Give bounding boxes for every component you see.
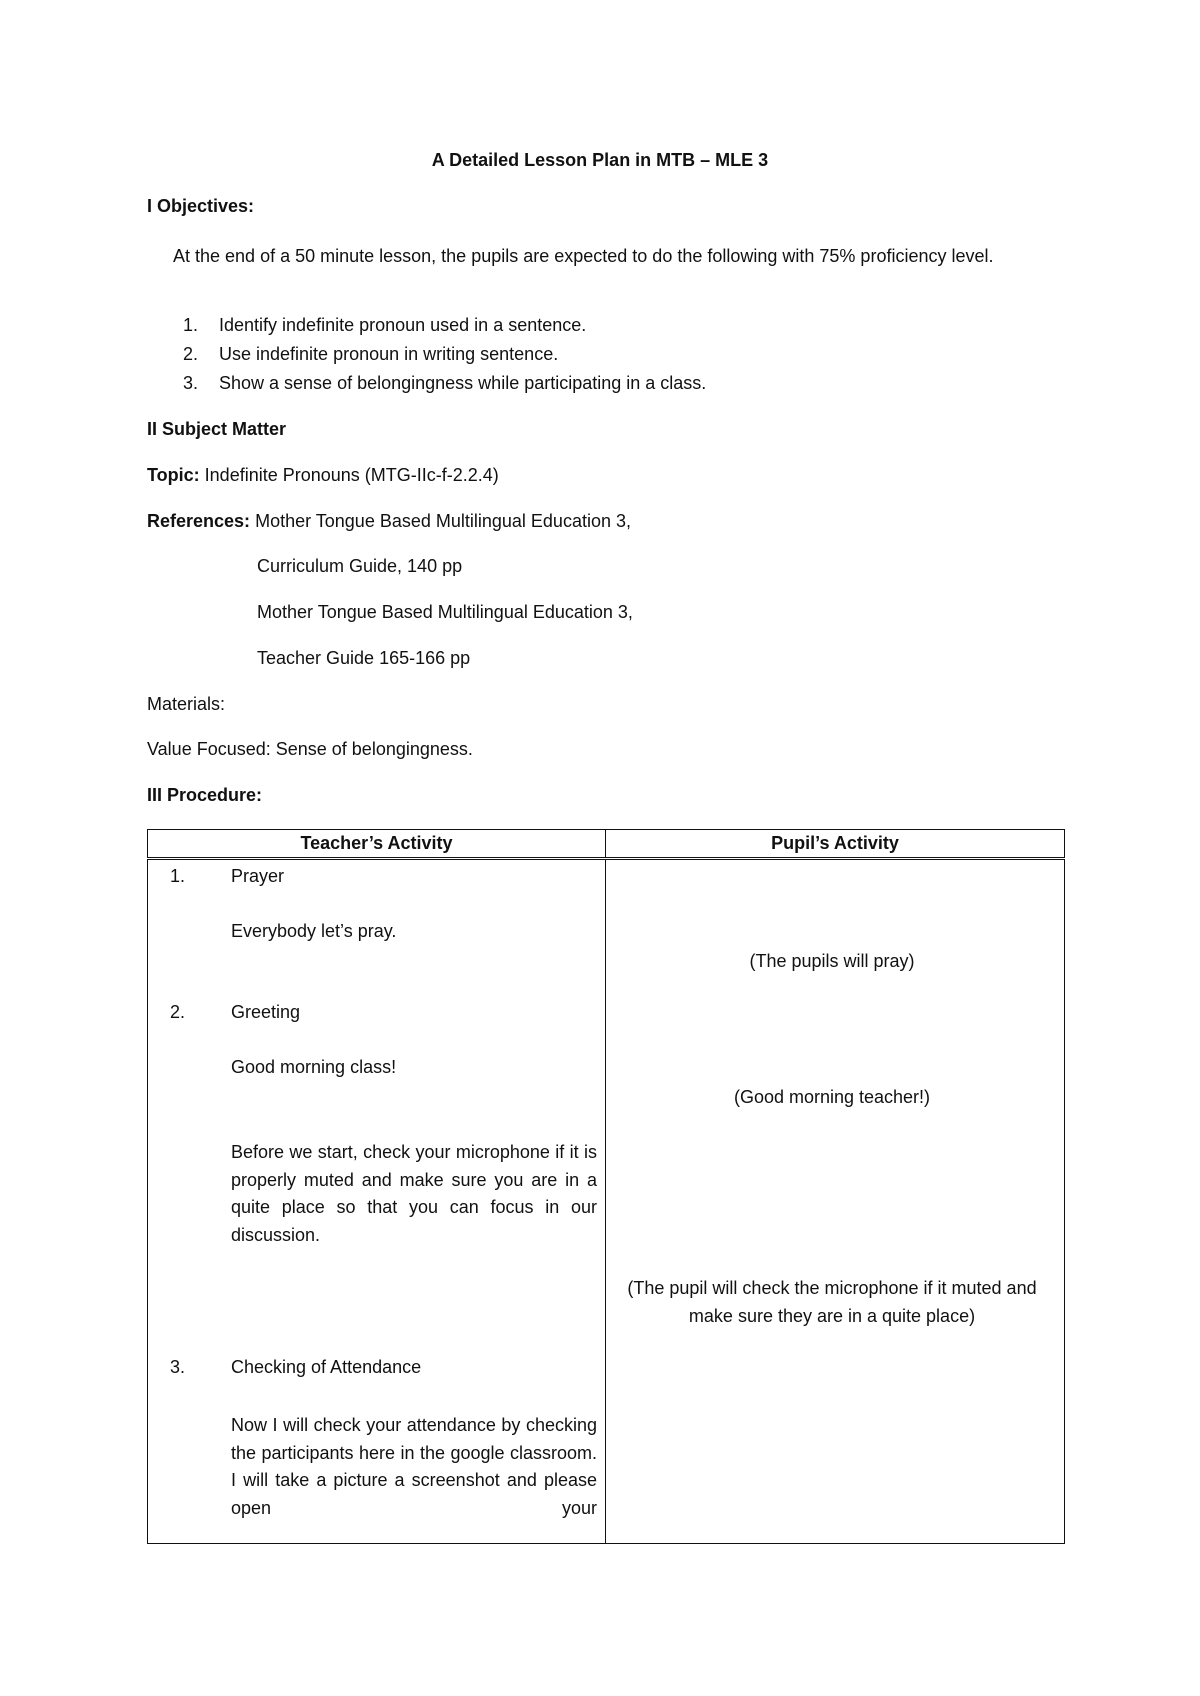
objective-number: 3. — [182, 373, 198, 393]
step-text: Before we start, check your microphone if it is properly muted and make sure you are in a quite place so that you can focus in our discussion. — [231, 1142, 597, 1245]
teacher-activity-header: Teacher’s Activity — [148, 830, 606, 859]
step-title: Checking of Attendance — [231, 1357, 422, 1377]
materials-label: Materials: — [147, 694, 226, 714]
topic-line — [147, 465, 499, 486]
step-number: 3. — [169, 1357, 185, 1377]
reference-item: Mother Tongue Based Multilingual Education 3, — [257, 602, 633, 622]
references-label: References: — [147, 511, 251, 531]
objective-number: 2. — [182, 344, 198, 364]
topic-label: Topic: — [147, 465, 200, 485]
step-title: Prayer — [231, 866, 285, 886]
step-text: Everybody let’s pray. — [231, 921, 397, 941]
objective-item: Use indefinite pronoun in writing sentence. — [219, 344, 559, 364]
step-text: Good morning class! — [231, 1057, 397, 1077]
objective-item: Show a sense of belongingness while participating in a class. — [219, 373, 707, 393]
table-body-row — [148, 859, 1065, 1544]
teacher-activity-cell — [148, 859, 606, 1544]
document-title: A Detailed Lesson Plan in MTB – MLE 3 — [431, 150, 769, 170]
step-number: 1. — [169, 866, 185, 886]
objective-item: Identify indefinite pronoun used in a sentence. — [219, 315, 587, 335]
reference-item: Teacher Guide 165-166 pp — [257, 648, 471, 668]
table-header-row — [148, 830, 1065, 859]
objectives-heading: I Objectives: — [147, 196, 255, 216]
pupil-activity-header: Pupil’s Activity — [606, 830, 1065, 859]
objective-number: 1. — [182, 315, 198, 335]
value-focused: Value Focused: Sense of belongingness. — [147, 739, 473, 759]
procedure-table — [147, 829, 1065, 1544]
step-title: Greeting — [231, 1002, 301, 1022]
reference-item: Mother Tongue Based Multilingual Education 3, — [255, 511, 631, 531]
procedure-heading: III Procedure: — [147, 785, 263, 805]
step-number: 2. — [169, 1002, 185, 1022]
pupil-response: (The pupils will pray) — [749, 951, 915, 971]
reference-item: Curriculum Guide, 140 pp — [257, 556, 463, 576]
objectives-intro: At the end of a 50 minute lesson, the pupils are expected to do the following with 75% proficiency level. — [173, 246, 994, 266]
pupil-response: (The pupil will check the microphone if it muted and make sure they are in a quite place) — [627, 1278, 1037, 1326]
step-text: Now I will check your attendance by checking the participants here in the google classroom. I will take a picture a screenshot and please open your — [231, 1415, 597, 1518]
subject-matter-heading: II Subject Matter — [147, 419, 287, 439]
pupil-response: (Good morning teacher!) — [733, 1087, 931, 1107]
references-line — [147, 511, 631, 532]
pupil-activity-cell — [606, 859, 1065, 1544]
topic-value: Indefinite Pronouns (MTG-IIc-f-2.2.4) — [204, 465, 499, 485]
